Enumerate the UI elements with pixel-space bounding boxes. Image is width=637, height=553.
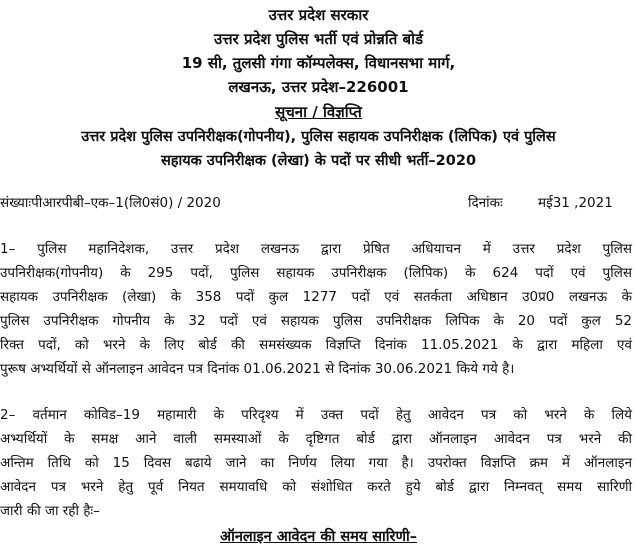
para2-line: अन्तिम तिथि को 15 दिवस बढाये जाने का निर्णय लिया गया है। उपरोक्त विज्ञप्ति क्रम में ऑनलाइन bbox=[0, 455, 632, 471]
para1-line: पुलिस उपनिरीक्षक गोपनीय के 32 पदों एवं सहायक पुलिस उपनिरीक्षक लिपिक के 20 पदों कुल 52 bbox=[0, 313, 632, 329]
para1-line: पुरूष अभ्यर्थियों से ऑनलाइन आवेदन पत्र दिनांक 01.06.2021 से दिनांक 30.06.2021 किये गये है। bbox=[0, 361, 515, 377]
board-name: उत्तर प्रदेश पुलिस भर्ती एवं प्रोन्नति बोर्ड bbox=[214, 30, 423, 48]
date-value: मई31 ,2021 bbox=[538, 195, 613, 211]
para2-line: जारी की जा रही हैः– bbox=[0, 503, 100, 519]
para1-line: 1– पुलिस महानिदेशक, उत्तर प्रदेश लखनऊ द्वारा प्रेषित अधियाचन में उत्तर प्रदेश पुलिस bbox=[0, 241, 632, 257]
notice-title-line2: सहायक उपनिरीक्षक (लेखा) के पदों पर सीधी भर्ती–2020 bbox=[160, 153, 477, 169]
para1-line: उपनिरीक्षक(गोपनीय) के 295 पदों, पुलिस सहायक उपनिरीक्षक (लिपिक) के 624 पदों एवं पुलिस bbox=[0, 265, 632, 281]
para1-line: सहायक उपनिरीक्षक (लेखा) के 358 पदों कुल 1277 पदों एवं सतर्कता अधिष्ठान उ0प्र0 लखनऊ के bbox=[0, 289, 632, 305]
para2-line: अभ्यर्थियों के समक्ष आने वाली समस्याओं के दृष्टिगत बोर्ड द्वारा ऑनलाइन आवेदन पत्र भरने की bbox=[0, 431, 632, 447]
para2-line: आवेदन पत्र भरने हेतु पूर्व नियत समयावधि को संशोधित करते हुये बोर्ड द्वारा निम्नवत् समय सारिणी bbox=[0, 479, 632, 495]
notice-title-line1: उत्तर प्रदेश पुलिस उपनिरीक्षक(गोपनीय), पुलिस सहायक उपनिरीक्षक (लिपिक) एवं पुलिस bbox=[81, 129, 556, 145]
para2-line: 2– वर्तमान कोविड–19 महामारी के परिदृश्य में उक्त पदों हेतु आवेदन पत्र को भरने के लिये bbox=[0, 407, 632, 423]
board-city: लखनऊ, उत्तर प्रदेश–226001 bbox=[228, 78, 409, 96]
government-name: उत्तर प्रदेश सरकार bbox=[268, 6, 369, 24]
reference-number: संख्याःपीआरपीबी–एक–1(लि0सं0) / 2020 bbox=[0, 195, 221, 211]
para1-line: रिक्त पदों, को भरने के लिए बोर्ड की समसंख्यक विज्ञप्ति दिनांक 11.05.2021 के द्वारा महिला एवं bbox=[0, 337, 632, 353]
board-address: 19 सी, तुलसी गंगा कॉम्पलेक्स, विधानसभा मार्ग, bbox=[181, 54, 456, 72]
notice-label: सूचना / विज्ञप्ति bbox=[275, 103, 362, 121]
schedule-heading: ऑनलाइन आवेदन की समय सारिणी– bbox=[220, 529, 417, 545]
date-label: दिनांकः bbox=[468, 195, 503, 211]
